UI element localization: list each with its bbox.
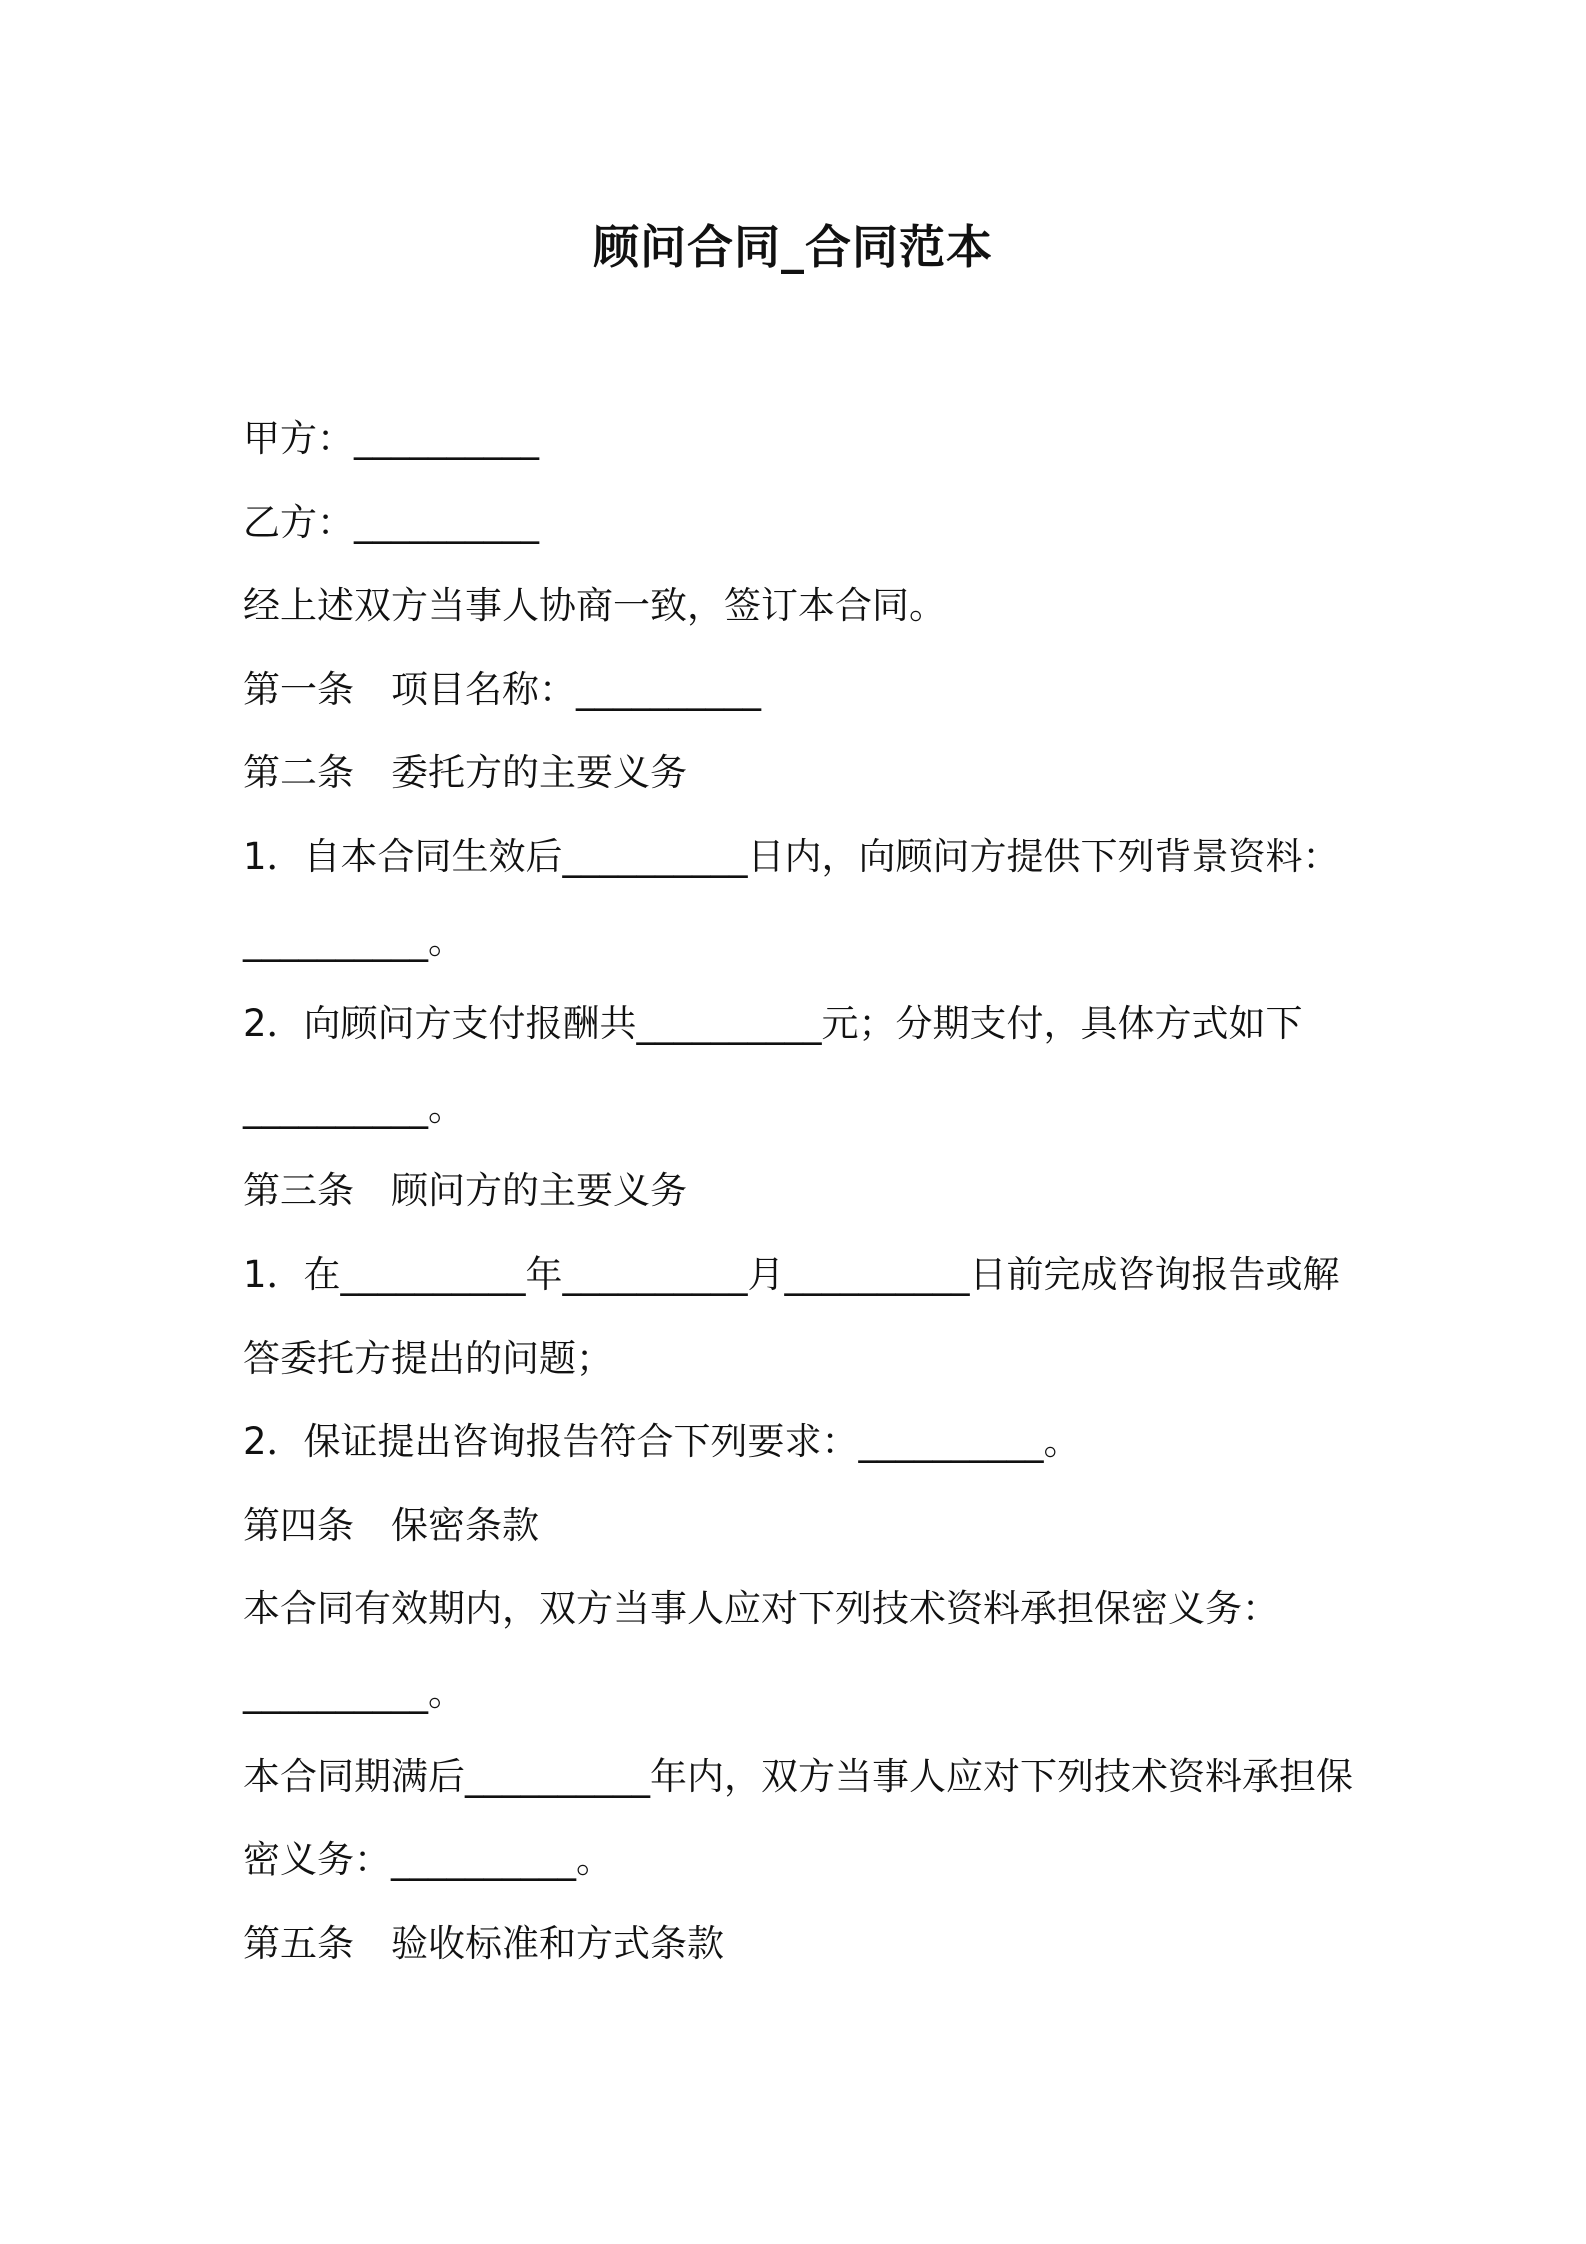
party-a-line: 甲方：__________	[243, 417, 539, 460]
article-5-heading: 第五条 验收标准和方式条款	[243, 1922, 724, 1965]
article-2-item-1-continued: __________。	[243, 919, 465, 962]
article-3-heading: 第三条 顾问方的主要义务	[243, 1169, 687, 1212]
article-2-heading: 第二条 委托方的主要义务	[243, 751, 687, 794]
article-3-item-1: 1．在__________年__________月__________日前完成咨询报告或解	[243, 1253, 1340, 1296]
article-4-heading: 第四条 保密条款	[243, 1504, 539, 1547]
article-4-paragraph-1: 本合同有效期内，双方当事人应对下列技术资料承担保密义务：	[243, 1587, 1279, 1630]
article-2-item-1: 1．自本合同生效后__________日内，向顾问方提供下列背景资料：	[243, 835, 1340, 878]
party-b-line: 乙方：__________	[243, 501, 539, 544]
article-4-paragraph-2: 本合同期满后__________年内，双方当事人应对下列技术资料承担保	[243, 1755, 1353, 1798]
article-3-item-2: 2．保证提出咨询报告符合下列要求：__________。	[243, 1420, 1081, 1463]
article-1-heading: 第一条 项目名称：__________	[243, 668, 761, 711]
article-4-paragraph-1-continued: __________。	[243, 1671, 465, 1714]
agreement-statement: 经上述双方当事人协商一致，签订本合同。	[243, 584, 946, 627]
article-2-item-2-continued: __________。	[243, 1086, 465, 1129]
article-4-paragraph-2-continued: 密义务：__________。	[243, 1838, 613, 1881]
article-2-item-2: 2．向顾问方支付报酬共__________元；分期支付，具体方式如下	[243, 1002, 1303, 1045]
document-title: 顾问合同_合同范本	[593, 220, 993, 274]
article-3-item-1-continued: 答委托方提出的问题；	[243, 1337, 613, 1380]
